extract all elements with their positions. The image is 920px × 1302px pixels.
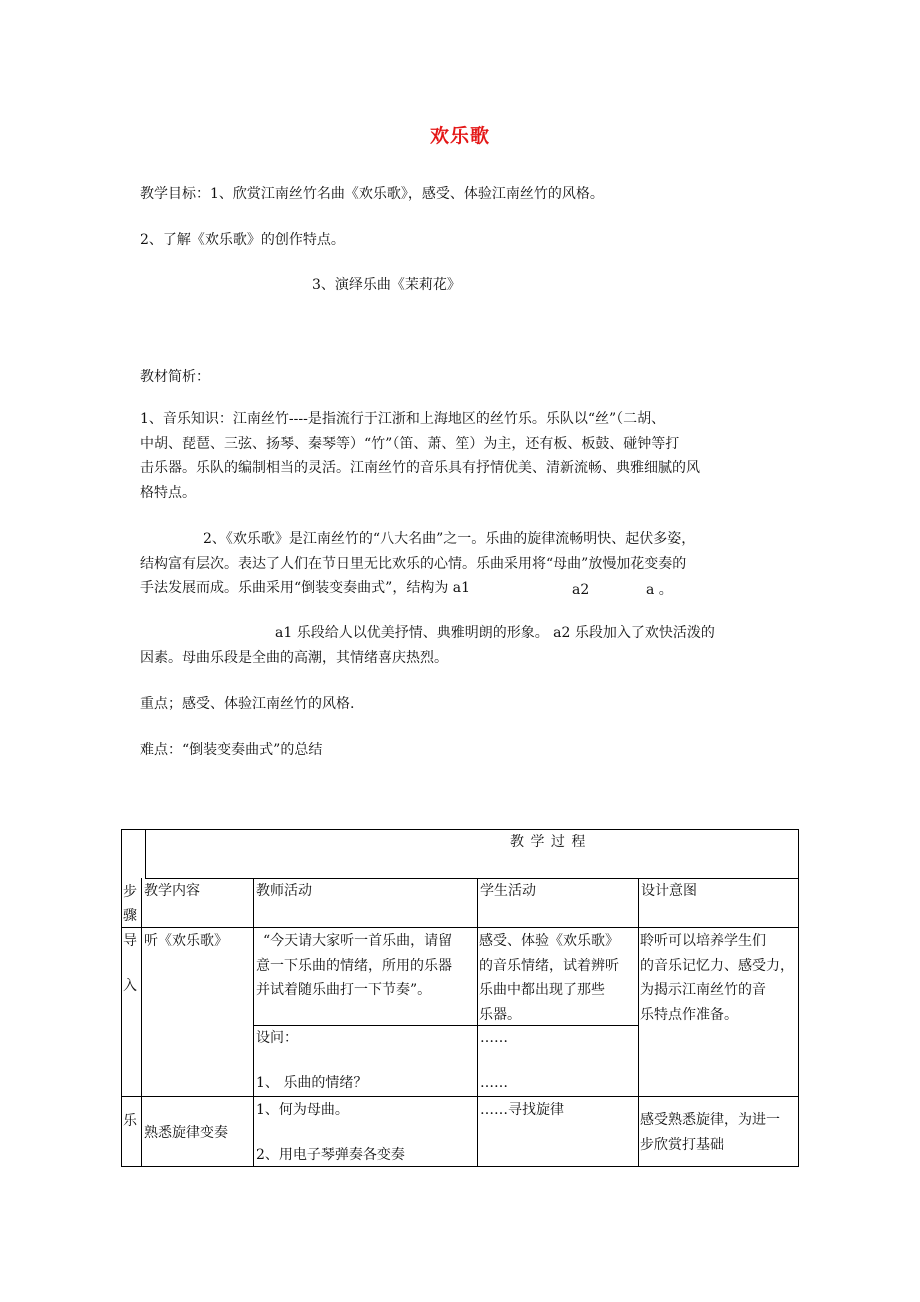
table-line xyxy=(145,829,146,878)
table-line xyxy=(798,829,799,1167)
content-cell: 听《欢乐歌》 xyxy=(144,933,228,949)
analysis-paragraph-1 xyxy=(140,407,700,505)
column-header-content: 教学内容 xyxy=(144,883,200,899)
student-activity-cell: ……寻找旋律 xyxy=(480,1102,564,1118)
design-intent-cell xyxy=(640,929,794,1027)
student-ellipsis: …… xyxy=(480,1030,508,1046)
text-line: 感受熟悉旋律，为进一 xyxy=(640,1112,780,1128)
table-line xyxy=(121,829,122,1167)
analysis-paragraph-2 xyxy=(140,527,695,601)
page-title: 欢乐歌 xyxy=(429,125,490,147)
text-line: 感受、体验《欢乐歌》 xyxy=(479,933,619,949)
teacher-question-label: 设问： xyxy=(256,1030,298,1046)
column-header-student: 学生活动 xyxy=(480,883,536,899)
table-title: 教 学 过 程 xyxy=(510,834,587,850)
table-line xyxy=(638,878,639,1167)
text-line: 乐曲中都出现了那些 xyxy=(479,982,605,998)
table-line xyxy=(121,1166,799,1167)
content-cell: 熟悉旋律变奏 xyxy=(144,1125,228,1141)
structure-a2: a2 xyxy=(572,582,590,598)
text-line: 步欣赏打基础 xyxy=(640,1136,724,1153)
teacher-activity-cell xyxy=(256,929,452,1003)
table-line xyxy=(477,878,478,1167)
text-line: 中胡、琵琶、三弦、扬琴、秦琴等）“竹”（笛、萧、笙）为主，还有板、板鼓、碰钟等打 xyxy=(140,435,680,452)
student-ellipsis: …… xyxy=(480,1075,508,1091)
analysis-paragraph-3 xyxy=(140,621,715,670)
table-line xyxy=(121,927,799,928)
teacher-activity-line: 2、用电子琴弹奏各变奏 xyxy=(256,1147,405,1163)
text-line: 乐器。 xyxy=(479,1006,521,1023)
text-line: 的音乐情绪，试着辨听 xyxy=(479,957,619,974)
text-line: 并试着随乐曲打一下节奏”。 xyxy=(256,982,432,998)
text-line: 为揭示江南丝竹的音 xyxy=(640,982,766,998)
structure-a: a 。 xyxy=(646,582,673,598)
difficulty: 难点：“倒装变奏曲式”的总结 xyxy=(140,742,323,758)
column-header-teacher: 教师活动 xyxy=(256,883,312,899)
analysis-heading: 教材简析： xyxy=(140,369,210,385)
text-line: 击乐器。乐队的编制相当的灵活。江南丝竹的音乐具有抒情优美、清新流畅、典雅细腻的风 xyxy=(140,460,700,476)
text-line: 结构富有层次。表达了人们在节日里无比欢乐的心情。乐曲采用将“母曲”放慢加花变奏的 xyxy=(140,555,687,572)
table-line xyxy=(121,829,799,830)
design-intent-cell xyxy=(640,1108,780,1157)
column-header-step: 步骤 xyxy=(123,884,137,924)
step-cell: 入 xyxy=(123,978,137,994)
text-line: 乐特点作准备。 xyxy=(640,1006,738,1023)
text-line: 因素。母曲乐段是全曲的高潮，其情绪喜庆热烈。 xyxy=(140,649,448,666)
objective-1: 教学目标：1、欣赏江南丝竹名曲《欢乐歌》，感受、体验江南丝竹的风格。 xyxy=(140,186,604,202)
table-line xyxy=(145,878,799,879)
text-line: a1 乐段给人以优美抒情、典雅明朗的形象。 a2 乐段加入了欢快活泼的 xyxy=(275,625,715,641)
column-header-intent: 设计意图 xyxy=(641,883,697,899)
text-line: 手法发展而成。乐曲采用“倒装变奏曲式”，结构为 a1 xyxy=(140,580,471,596)
table-line xyxy=(121,1096,799,1097)
text-line: 1、音乐知识：江南丝竹----是指流行于江浙和上海地区的丝竹乐。乐队以“丝”（二胡、 xyxy=(140,411,666,427)
text-line: 2、《欢乐歌》是江南丝竹的“八大名曲”之一。乐曲的旋律流畅明快、起伏多姿， xyxy=(203,531,696,547)
teacher-activity-line: 1、何为母曲。 xyxy=(256,1102,349,1118)
student-activity-cell xyxy=(479,929,619,1027)
table-line xyxy=(141,878,142,1167)
table-line xyxy=(253,878,254,1167)
text-line: 意一下乐曲的情绪，所用的乐器 xyxy=(256,957,452,974)
teacher-question: 1、 乐曲的情绪？ xyxy=(256,1075,368,1091)
step-cell: 乐 xyxy=(123,1113,137,1129)
text-line: 的音乐记忆力、感受力， xyxy=(640,957,794,974)
objective-3: 3、演绎乐曲《茉莉花》 xyxy=(312,277,461,293)
step-cell: 导 xyxy=(123,933,137,949)
text-line: 格特点。 xyxy=(140,484,196,501)
text-line: 聆听可以培养学生们 xyxy=(640,933,766,949)
text-line: “今天请大家听一首乐曲，请留 xyxy=(263,933,453,949)
key-point: 重点；感受、体验江南丝竹的风格. xyxy=(140,696,355,712)
objective-2: 2、了解《欢乐歌》的创作特点。 xyxy=(140,232,345,248)
